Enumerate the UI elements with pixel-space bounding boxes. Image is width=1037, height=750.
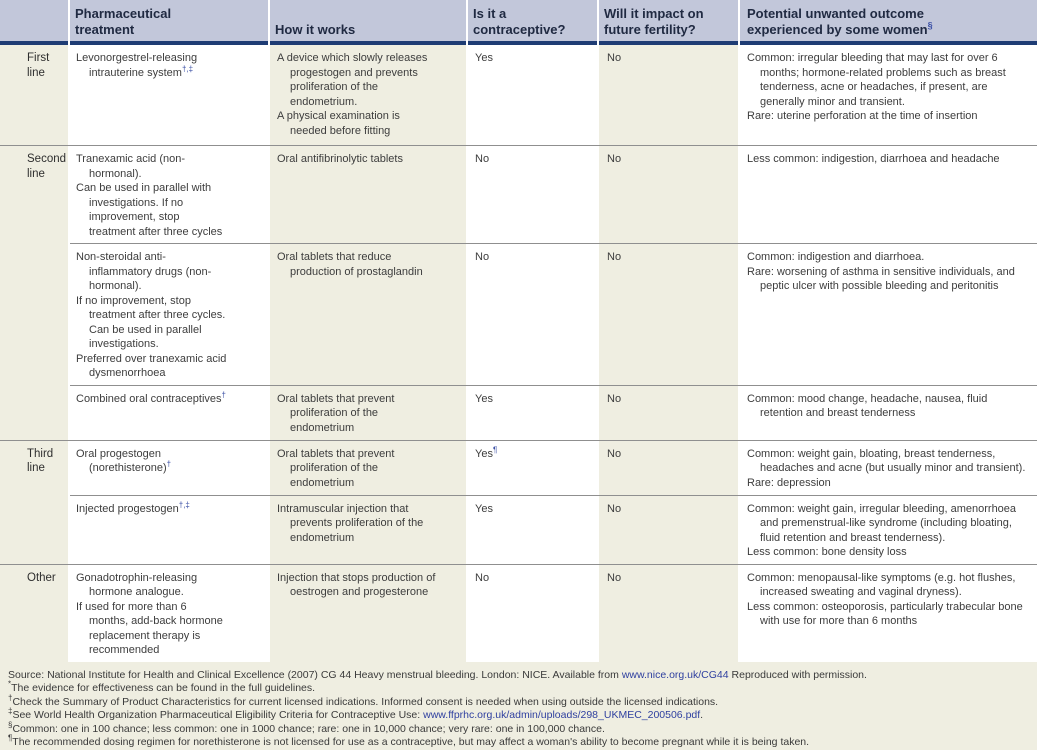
text-paragraph: No [607,250,734,265]
footnote-link[interactable]: www.nice.org.uk/CG44 [622,669,729,681]
cell-contraceptive [468,146,597,243]
text-paragraph: Less common: osteoporosis, particularly trabecular bone with use for more than 6 months [747,600,1029,629]
cell-fertility [599,45,738,145]
text-paragraph: Preferred over tranexamic acid dysmenorrhoea [76,352,228,381]
cell-fertility [599,244,738,385]
cell-group-label [0,495,68,564]
text-paragraph: No [475,571,593,586]
text-paragraph: No [607,152,734,167]
text-paragraph: Yes [475,51,593,66]
text-paragraph: Rare: uterine perforation at the time of insertion [747,109,1029,124]
cell-outcome [740,565,1037,662]
text-paragraph: No [475,152,593,167]
text-paragraph: Yes [475,502,593,517]
text-paragraph: A physical examination is needed before fitting [277,109,436,138]
cell-outcome [740,244,1037,385]
table-row [0,45,1037,145]
cell-treatment [70,45,268,145]
superscript-marker: ¶ [493,445,497,454]
text-paragraph: If used for more than 6 months, add-back hormone replacement therapy is recommended [76,600,228,658]
text-paragraph: Yes [475,392,593,407]
text-paragraph: Rare: worsening of asthma in sensitive individuals, and peptic ulcer with possible bleeding and peritonitis [747,265,1029,294]
text-paragraph: Oral tablets that reduce production of prostaglandin [277,250,436,279]
text-paragraph: No [475,250,593,265]
header-pharmaceutical-treatment [70,0,268,45]
row-content-columns [70,495,1037,564]
superscript-marker: † [167,459,171,468]
text-paragraph: Oral tablets that prevent proliferation of the endometrium [277,392,436,436]
text-paragraph: Injected progestogen†,‡ [76,502,228,517]
footnotes [0,662,1037,750]
header-empty-cell [0,0,68,45]
cell-how-it-works [270,496,466,564]
table-row [0,495,1037,564]
superscript-marker: †,‡ [182,64,193,73]
cell-how-it-works [270,146,466,243]
header-label: How it works [275,22,355,38]
cell-contraceptive [468,244,597,385]
superscript-marker: ‡ [8,707,12,716]
cell-treatment [70,244,268,385]
text-paragraph: Combined oral contraceptives† [76,392,228,407]
row-content-columns [70,45,1037,145]
cell-group-label: First line [0,45,68,145]
footnote-line: Source: National Institute for Health and Clinical Excellence (2007) CG 44 Heavy menstrual bleeding. London: NICE. Available from www.nice.org.uk/CG44 Reproduced with permission. [8,669,1029,683]
text-paragraph: Common: weight gain, irregular bleeding, amenorrhoea and premenstrual-like syndrome (including bloating, fluid retention and breast tenderness). [747,502,1029,546]
table-row [0,385,1037,440]
header-label: Potential unwanted outcome experienced by some women§ [747,6,937,37]
text-paragraph: Less common: bone density loss [747,545,1029,560]
text-paragraph: No [607,447,734,462]
footnote-line: §Common: one in 100 chance; less common: one in 1000 chance; rare: one in 10,000 chance; very rare: one in 100,000 chance. [8,723,1029,737]
row-content-columns [70,441,1037,495]
footnote-line: ‡See World Health Organization Pharmaceutical Eligibility Criteria for Contraceptive Use: www.ffprhc.org.uk/admin/uploads/298_UKMEC_200506.pdf. [8,709,1029,723]
superscript-marker: † [8,693,12,702]
header-label: Is it a contraceptive? [473,6,577,37]
text-paragraph: Non-steroidal anti-inflammatory drugs (non-hormonal). [76,250,228,294]
cell-group-label: Third line [0,441,68,495]
cell-treatment [70,565,268,662]
table-row [0,145,1037,243]
cell-treatment [70,386,268,440]
table-header-columns [70,0,1037,45]
text-paragraph: No [607,571,734,586]
header-how-it-works [270,0,466,45]
text-paragraph: Intramuscular injection that prevents proliferation of the endometrium [277,502,436,546]
cell-contraceptive [468,441,597,495]
text-paragraph: Oral antifibrinolytic tablets [277,152,436,167]
text-paragraph: Tranexamic acid (non-hormonal). [76,152,228,181]
table-rows [0,45,1037,662]
footnote-line: *The evidence for effectiveness can be found in the full guidelines. [8,682,1029,696]
cell-outcome [740,496,1037,564]
text-paragraph: Less common: indigestion, diarrhoea and headache [747,152,1029,167]
text-paragraph: Yes¶ [475,447,593,462]
cell-group-label [0,243,68,385]
cell-outcome [740,45,1037,145]
section-mark-superscript: § [928,20,933,30]
footnote-line: †Check the Summary of Product Characteristics for current licensed indications. Informed consent is needed when using outside the licensed indications. [8,696,1029,710]
superscript-marker: ¶ [8,734,12,743]
cell-contraceptive [468,45,597,145]
text-paragraph: Common: indigestion and diarrhoea. [747,250,1029,265]
cell-treatment [70,441,268,495]
text-paragraph: No [607,502,734,517]
text-paragraph: Oral tablets that prevent proliferation of the endometrium [277,447,436,491]
cell-how-it-works [270,565,466,662]
cell-fertility [599,441,738,495]
cell-treatment [70,496,268,564]
footnote-link[interactable]: www.ffprhc.org.uk/admin/uploads/298_UKMEC_200506.pdf [423,709,700,721]
superscript-marker: § [8,720,12,729]
header-unwanted-outcome [740,0,1037,45]
text-paragraph: Gonadotrophin-releasing hormone analogue. [76,571,228,600]
cell-contraceptive [468,386,597,440]
text-paragraph: Levonorgestrel-releasing intrauterine system†,‡ [76,51,228,80]
text-paragraph: Common: menopausal-like symptoms (e.g. hot flushes, increased sweating and vaginal dryness). [747,571,1029,600]
header-future-fertility [599,0,738,45]
cell-outcome [740,386,1037,440]
table-row [0,243,1037,385]
header-label: Will it impact on future fertility? [604,6,720,37]
text-paragraph: A device which slowly releases progestogen and prevents proliferation of the endometrium. [277,51,436,109]
text-paragraph: Can be used in parallel with investigations. If no improvement, stop treatment after three cycles [76,181,228,239]
cell-fertility [599,386,738,440]
cell-outcome [740,441,1037,495]
text-paragraph: No [607,51,734,66]
row-content-columns [70,385,1037,440]
text-paragraph: Rare: depression [747,476,1029,491]
cell-how-it-works [270,441,466,495]
cell-outcome [740,146,1037,243]
cell-how-it-works [270,45,466,145]
superscript-marker: †,‡ [179,500,190,509]
cell-contraceptive [468,565,597,662]
cell-group-label: Second line [0,146,68,243]
cell-how-it-works [270,244,466,385]
text-paragraph: Injection that stops production of oestrogen and progesterone [277,571,436,600]
table-header [0,0,1037,45]
text-paragraph: Oral progestogen (norethisterone)† [76,447,228,476]
header-label: Pharmaceutical treatment [75,6,208,37]
footnote-line: ¶The recommended dosing regimen for norethisterone is not licensed for use as a contraceptive, but may affect a woman's ability to become pregnant while it is being taken. [8,736,1029,750]
row-content-columns [70,146,1037,243]
text-paragraph: Common: irregular bleeding that may last for over 6 months; hormone-related problems such as breast tenderness, acne or headaches, if present, are generally minor and transient. [747,51,1029,109]
cell-treatment [70,146,268,243]
text-paragraph: No [607,392,734,407]
cell-fertility [599,496,738,564]
superscript-marker: † [222,390,226,399]
cell-contraceptive [468,496,597,564]
cell-how-it-works [270,386,466,440]
row-content-columns [70,243,1037,385]
superscript-marker: * [8,680,11,689]
cell-fertility [599,146,738,243]
cell-fertility [599,565,738,662]
cell-group-label [0,385,68,440]
cell-group-label: Other [0,565,68,662]
header-is-it-a-contraceptive [468,0,597,45]
text-paragraph: Common: mood change, headache, nausea, fluid retention and breast tenderness [747,392,1029,421]
text-paragraph: If no improvement, stop treatment after three cycles. Can be used in parallel investigations. [76,294,228,352]
table-row [0,564,1037,662]
text-paragraph: Common: weight gain, bloating, breast tenderness, headaches and acne (but usually minor and transient). [747,447,1029,476]
table-row [0,440,1037,495]
row-content-columns [70,565,1037,662]
